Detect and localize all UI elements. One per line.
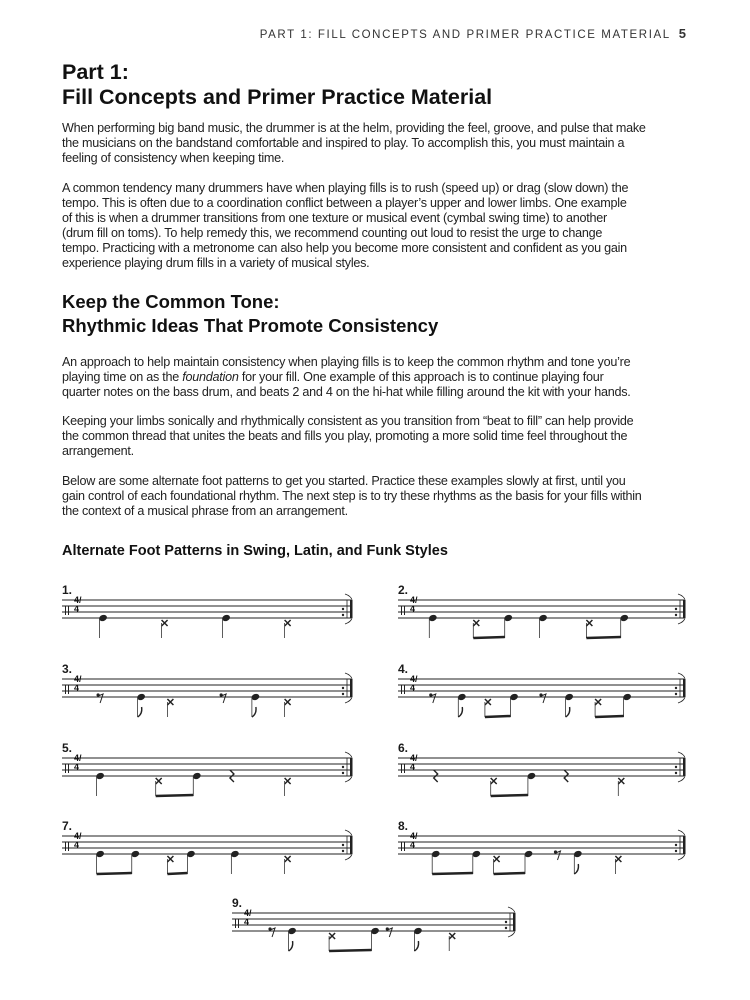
hi-hat-foot-note bbox=[494, 856, 500, 862]
final-barline bbox=[350, 679, 353, 697]
example-number: 9. bbox=[232, 896, 243, 910]
text-line: When performing big band music, the drummer is at the helm, providing the feel, groove, and pulse that make bbox=[62, 121, 646, 135]
repeat-dot bbox=[675, 693, 677, 695]
text-line: the common thread that unites the beats and fills you play, promoting a more solid time feel throughout the bbox=[62, 429, 628, 444]
staff bbox=[398, 679, 688, 724]
time-signature: 4/4 bbox=[74, 595, 82, 614]
time-signature: 4/4 bbox=[410, 831, 418, 850]
hi-hat-foot-note bbox=[491, 778, 497, 784]
eighth-rest bbox=[98, 694, 103, 703]
repeat-dot bbox=[342, 772, 344, 774]
staff bbox=[62, 758, 355, 803]
beam bbox=[586, 637, 620, 638]
hi-hat-foot-note bbox=[285, 778, 291, 784]
eighth-rest bbox=[431, 694, 436, 703]
eighth-rest bbox=[541, 694, 546, 703]
example-number: 3. bbox=[62, 662, 73, 676]
repeat-dot bbox=[342, 687, 344, 689]
repeat-dot bbox=[675, 772, 677, 774]
percussion-clef bbox=[68, 606, 69, 615]
page-number: 5 bbox=[678, 26, 686, 41]
final-barline bbox=[683, 758, 686, 776]
time-signature: 4/4 bbox=[74, 674, 82, 693]
percussion-clef bbox=[401, 685, 402, 694]
example-number: 2. bbox=[398, 583, 409, 597]
eighth-flag bbox=[289, 941, 293, 951]
eighth-rest bbox=[429, 693, 432, 696]
intro-paragraph-1 bbox=[62, 121, 646, 166]
hi-hat-foot-note bbox=[618, 778, 624, 784]
repeat-dot bbox=[675, 608, 677, 610]
staff bbox=[62, 679, 355, 724]
repeat-dot bbox=[342, 608, 344, 610]
beam bbox=[473, 637, 504, 638]
text-span: playing time on as the bbox=[62, 370, 183, 385]
time-signature: 4/4 bbox=[244, 908, 252, 927]
beam bbox=[156, 795, 194, 796]
section-heading-line-1: Keep the Common Tone: bbox=[62, 291, 280, 312]
staff bbox=[232, 913, 518, 958]
percussion-clef bbox=[404, 842, 405, 851]
percussion-clef bbox=[68, 685, 69, 694]
example-number: 8. bbox=[398, 819, 409, 833]
final-barline bbox=[350, 600, 353, 618]
final-barline bbox=[683, 836, 686, 854]
example-9 bbox=[232, 896, 518, 963]
percussion-clef bbox=[238, 919, 239, 928]
example-2 bbox=[398, 583, 688, 650]
percussion-clef bbox=[401, 842, 402, 851]
eighth-rest bbox=[386, 927, 389, 930]
text-line: the context of a musical phrase from an arrangement. bbox=[62, 504, 348, 519]
eighth-rest bbox=[270, 928, 275, 937]
example-number: 6. bbox=[398, 741, 409, 755]
percussion-clef bbox=[404, 764, 405, 773]
percussion-clef bbox=[401, 764, 402, 773]
hi-hat-foot-note bbox=[615, 856, 621, 862]
hi-hat-foot-note bbox=[167, 856, 173, 862]
text-line: tempo. This is often due to a coordination conflict between a player’s upper and lower limbs. One example bbox=[62, 196, 627, 211]
example-number: 4. bbox=[398, 662, 409, 676]
text-line: A common tendency many drummers have when playing fills is to rush (speed up) or drag (slow down) the bbox=[62, 181, 629, 195]
eighth-rest bbox=[96, 693, 99, 696]
repeat-dot bbox=[342, 844, 344, 846]
staff bbox=[398, 600, 688, 645]
example-number: 7. bbox=[62, 819, 73, 833]
repeat-dot bbox=[505, 921, 507, 923]
hi-hat-foot-note bbox=[595, 699, 601, 705]
emphasis-foundation: foundation bbox=[182, 370, 239, 385]
page-title bbox=[62, 60, 492, 110]
example-3 bbox=[62, 662, 355, 729]
hi-hat-foot-note bbox=[329, 933, 335, 939]
staff bbox=[398, 758, 688, 803]
running-header-text: PART 1: FILL CONCEPTS AND PRIMER PRACTICE MATERIAL bbox=[259, 29, 671, 41]
final-barline bbox=[350, 836, 353, 854]
body-paragraph-3 bbox=[62, 474, 642, 519]
example-1 bbox=[62, 583, 355, 650]
eighth-rest bbox=[554, 850, 557, 853]
final-barline bbox=[683, 600, 686, 618]
percussion-clef bbox=[65, 764, 66, 773]
hi-hat-foot-note bbox=[285, 856, 291, 862]
repeat-dot bbox=[675, 687, 677, 689]
section-heading-line-2: Rhythmic Ideas That Promote Consistency bbox=[62, 315, 439, 336]
percussion-clef bbox=[401, 606, 402, 615]
running-header bbox=[260, 26, 686, 41]
eighth-flag bbox=[574, 864, 578, 874]
hi-hat-foot-note bbox=[449, 933, 455, 939]
hi-hat-foot-note bbox=[285, 699, 291, 705]
example-5 bbox=[62, 741, 355, 808]
repeat-dot bbox=[675, 850, 677, 852]
text-line: tempo. Practicing with a metronome can also help you become more consistent and confident as you gain bbox=[62, 241, 627, 256]
beam bbox=[329, 950, 371, 951]
percussion-clef bbox=[404, 606, 405, 615]
eighth-rest bbox=[220, 693, 223, 696]
beam bbox=[432, 873, 473, 874]
percussion-clef bbox=[65, 685, 66, 694]
beam bbox=[595, 716, 624, 717]
body-paragraph-2 bbox=[62, 414, 633, 459]
repeat-dot bbox=[342, 693, 344, 695]
repeat-dot bbox=[505, 927, 507, 929]
percussion-clef bbox=[68, 842, 69, 851]
staff bbox=[62, 836, 355, 881]
text-line: experience playing drum fills in a variety of musical styles. bbox=[62, 256, 370, 271]
final-barline bbox=[683, 679, 686, 697]
text-line: gain control of each foundational rhythm. The next step is to try these rhythms as the basis for your fills within bbox=[62, 489, 642, 504]
percussion-clef bbox=[68, 764, 69, 773]
text-line: the musicians on the bandstand comfortable and inspired to play. To accomplish this, you must maintain a bbox=[62, 136, 625, 151]
text-line: Below are some alternate foot patterns to get you started. Practice these examples slowly at first, until you bbox=[62, 474, 626, 488]
eighth-rest bbox=[268, 927, 271, 930]
eighth-flag bbox=[566, 707, 570, 717]
body-paragraph-1 bbox=[62, 355, 631, 400]
hi-hat-foot-note bbox=[586, 620, 592, 626]
beam bbox=[491, 795, 528, 796]
text-line: feeling of consistency when keeping time. bbox=[62, 151, 285, 166]
time-signature: 4/4 bbox=[410, 674, 418, 693]
staff bbox=[398, 836, 688, 881]
hi-hat-foot-note bbox=[156, 778, 162, 784]
title-line-1: Part 1: bbox=[62, 60, 129, 84]
hi-hat-foot-note bbox=[473, 620, 479, 626]
repeat-dot bbox=[342, 850, 344, 852]
beam bbox=[485, 716, 511, 717]
percussion-clef bbox=[235, 919, 236, 928]
hi-hat-foot-note bbox=[162, 620, 168, 626]
percussion-clef bbox=[65, 842, 66, 851]
example-4 bbox=[398, 662, 688, 729]
text-span: for your fill. One example of this approach is to continue playing four bbox=[238, 370, 604, 385]
percussion-clef bbox=[404, 685, 405, 694]
beam bbox=[167, 873, 187, 874]
text-line: arrangement. bbox=[62, 444, 134, 459]
final-barline bbox=[350, 758, 353, 776]
text-line: quarter notes on the bass drum, and beats 2 and 4 on the hi-hat while filling around the kit with your hands. bbox=[62, 385, 631, 400]
final-barline bbox=[513, 913, 516, 931]
staff bbox=[62, 600, 355, 645]
repeat-dot bbox=[675, 844, 677, 846]
hi-hat-foot-note bbox=[485, 699, 491, 705]
text-line: An approach to help maintain consistency when playing fills is to keep the common rhythm and tone you’re bbox=[62, 355, 631, 369]
example-number: 5. bbox=[62, 741, 73, 755]
example-7 bbox=[62, 819, 355, 886]
time-signature: 4/4 bbox=[410, 595, 418, 614]
eighth-flag bbox=[458, 707, 462, 717]
eighth-flag bbox=[414, 941, 418, 951]
eighth-rest bbox=[387, 928, 392, 937]
time-signature: 4/4 bbox=[410, 753, 418, 772]
eighth-flag bbox=[252, 707, 256, 717]
hi-hat-foot-note bbox=[167, 699, 173, 705]
intro-paragraph-2 bbox=[62, 181, 628, 272]
title-line-2: Fill Concepts and Primer Practice Material bbox=[62, 85, 493, 109]
percussion-clef bbox=[65, 606, 66, 615]
hi-hat-foot-note bbox=[285, 620, 291, 626]
repeat-dot bbox=[675, 766, 677, 768]
eighth-rest bbox=[556, 851, 561, 860]
text-line: of this is when a drummer transitions from one texture or musical event (cymbal swing time) to another bbox=[62, 211, 607, 226]
repeat-dot bbox=[342, 614, 344, 616]
repeat-dot bbox=[342, 766, 344, 768]
beam bbox=[494, 873, 525, 874]
example-number: 1. bbox=[62, 583, 73, 597]
eighth-rest bbox=[221, 694, 226, 703]
example-8 bbox=[398, 819, 688, 886]
text-line: (drum fill on toms). To help remedy this, we recommend counting out loud to resist the urge to change bbox=[62, 226, 603, 241]
text-line bbox=[62, 370, 631, 385]
repeat-dot bbox=[675, 614, 677, 616]
eighth-rest bbox=[539, 693, 542, 696]
time-signature: 4/4 bbox=[74, 753, 82, 772]
text-line: Keeping your limbs sonically and rhythmically consistent as you transition from “beat to fill” can help provide bbox=[62, 414, 634, 428]
examples-heading: Alternate Foot Patterns in Swing, Latin, and Funk Styles bbox=[62, 543, 448, 559]
eighth-flag bbox=[138, 707, 142, 717]
example-6 bbox=[398, 741, 688, 808]
section-heading bbox=[62, 290, 438, 338]
time-signature: 4/4 bbox=[74, 831, 82, 850]
beam bbox=[97, 873, 132, 874]
